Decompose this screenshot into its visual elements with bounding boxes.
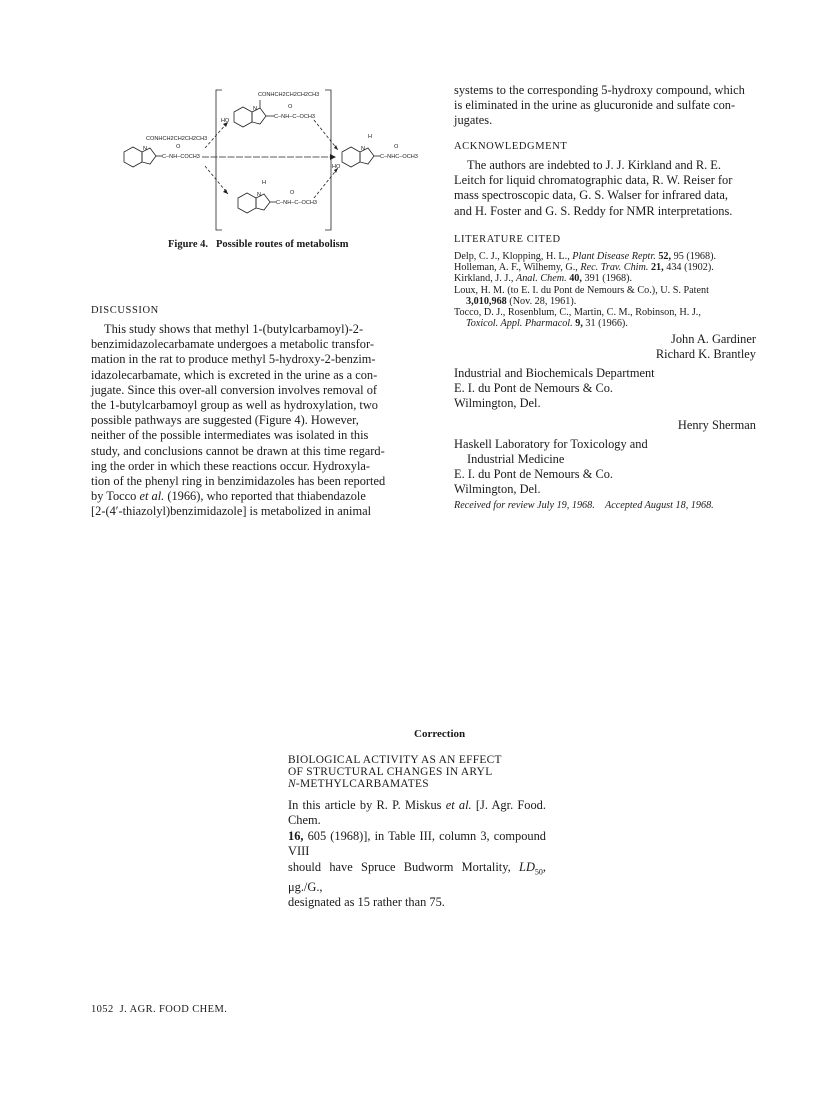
top-substituent-label: CONHCH2CH2CH2CH3: [258, 92, 320, 98]
acknowledgment-line: mass spectroscopic data, G. S. Walser for infrared data,: [454, 188, 729, 203]
left-substituent-label: CONHCH2CH2CH2CH3: [146, 136, 208, 142]
correction-line: 16, 605 (1968)], in Table III, column 3, compound VIII: [288, 828, 546, 859]
discussion-line: study, and conclusions cannot be drawn at this time regard-: [91, 443, 385, 458]
right-chain-label: C–NHC–OCH3: [380, 154, 418, 160]
continued-paragraph: [454, 83, 756, 129]
correction-title-line: N-METHYLCARBAMATES: [288, 778, 429, 790]
reference-item-cont: Toxicol. Appl. Pharmacol. 9, 31 (1966).: [466, 318, 628, 330]
figure-4-diagram: [110, 82, 440, 234]
discussion-line: neither of the possible intermediates was isolated in this: [91, 428, 369, 443]
reference-item: Kirkland, J. J., Anal. Chem. 40, 391 (1968).: [454, 273, 633, 285]
discussion-line: ing the order in which these reactions occur. Hydroxyla-: [91, 458, 371, 473]
correction-heading: Correction: [414, 728, 466, 740]
journal-name: J. AGR. FOOD CHEM.: [119, 1004, 228, 1015]
left-chain-label: C–NH–COCH3: [162, 154, 200, 160]
acknowledgment-body: [454, 158, 756, 219]
author-block-1: [454, 332, 756, 362]
author-name: Henry Sherman: [677, 418, 756, 432]
right-carbonyl-label: O: [394, 144, 399, 150]
affiliation-line: Industrial Medicine: [467, 452, 565, 466]
figure-caption: [168, 239, 348, 250]
correction-title: [288, 754, 502, 790]
page-number: 1052: [91, 1004, 114, 1015]
continued-line: jugates.: [454, 113, 493, 128]
left-carbonyl-label: O: [176, 144, 181, 150]
discussion-line: This study shows that methyl 1-(butylcarbamoyl)-2-: [104, 322, 364, 336]
reference-item-cont: 3,010,968 (Nov. 28, 1961).: [466, 295, 577, 307]
author-name: John A. Gardiner: [671, 332, 756, 346]
right-n-label: N: [361, 146, 366, 152]
bottom-n-label: N: [257, 192, 262, 198]
discussion-line: tion of the phenyl ring in benzimidazoles has been reported: [91, 474, 386, 489]
page-footer: [91, 1004, 227, 1015]
discussion-line: idazolecarbamate, which is excreted in the urine as a con-: [91, 367, 378, 382]
correction-line: designated as 15 rather than 75.: [288, 894, 445, 909]
acknowledgment-line: Leitch for liquid chromatographic data, R. W. Reiser for: [454, 173, 733, 188]
discussion-line: [2-(4′-thiazolyl)benzimidazole] is metabolized in animal: [91, 504, 372, 519]
continued-line: systems to the corresponding 5-hydroxy compound, which: [454, 83, 745, 97]
correction-body: [288, 798, 546, 910]
affiliation-line: Industrial and Biochemicals Department: [454, 366, 655, 380]
reference-item: Delp, C. J., Klopping, H. L., Plant Disease Reptr. 52, 95 (1968).: [454, 251, 717, 262]
top-carbonyl-label: O: [288, 104, 293, 110]
top-n-label: N: [253, 106, 258, 112]
acknowledgment-line: and H. Foster and G. S. Reddy for NMR interpretations.: [454, 203, 733, 218]
reference-item: Loux, H. M. (to E. I. du Pont de Nemours & Co.), U. S. Patent: [454, 284, 709, 296]
affiliation-line: Haskell Laboratory for Toxicology and: [454, 437, 648, 451]
discussion-line: mation in the rat to produce methyl 5-hydroxy-2-benzim-: [91, 352, 376, 367]
correction-line: should have Spruce Budworm Mortality, $LD_{50}$, μg./G.,: [288, 859, 546, 894]
discussion-heading: DISCUSSION: [91, 305, 159, 316]
affiliation-2: [454, 437, 648, 497]
affiliation-1: [454, 366, 655, 411]
acknowledgment-line: The authors are indebted to J. J. Kirkland and R. E.: [467, 158, 721, 172]
figure-caption-text: Possible routes of metabolism: [215, 239, 349, 250]
top-ho-label: HO: [221, 118, 230, 124]
bottom-chain-label: C–NH–C–OCH3: [276, 200, 318, 206]
correction-line: In this article by R. P. Miskus et al. [J. Agr. Food. Chem.: [288, 798, 546, 828]
discussion-line: jugate. Since this over-all conversion involves removal of: [91, 382, 378, 397]
affiliation-line: E. I. du Pont de Nemours & Co.: [454, 381, 614, 395]
correction-title-line: BIOLOGICAL ACTIVITY AS AN EFFECT: [288, 754, 502, 766]
right-h-label: H: [368, 134, 373, 140]
reference-item: Tocco, D. J., Rosenblum, C., Martin, C. M., Robinson, H. J.,: [454, 307, 701, 319]
reference-item: Holleman, A. F., Wilhemy, G., Rec. Trav. Chim. 21, 434 (1902).: [454, 262, 714, 274]
bottom-carbonyl-label: O: [290, 190, 295, 196]
figure-caption-label: Figure 4.: [168, 239, 209, 250]
literature-list: [454, 251, 758, 329]
acknowledgment-heading: ACKNOWLEDGMENT: [454, 141, 568, 152]
continued-line: is eliminated in the urine as glucuronide and sulfate con-: [454, 98, 736, 113]
received-date: Received for review July 19, 1968.: [454, 500, 595, 511]
correction-title-line: OF STRUCTURAL CHANGES IN ARYL: [288, 766, 493, 778]
right-ho-label: HO: [332, 164, 341, 170]
affiliation-line: E. I. du Pont de Nemours & Co.: [454, 467, 614, 481]
author-block-2: [454, 418, 756, 433]
left-n-label: N: [143, 146, 148, 152]
affiliation-line: Wilmington, Del.: [454, 482, 541, 496]
accepted-date: Accepted August 18, 1968.: [604, 500, 714, 511]
discussion-line: benzimidazolecarbamate undergoes a metabolic transfor-: [91, 337, 374, 352]
literature-heading: LITERATURE CITED: [454, 234, 561, 245]
author-name: Richard K. Brantley: [655, 347, 756, 361]
discussion-line: the 1-butylcarbamoyl group as well as hydroxylation, two: [91, 398, 378, 413]
discussion-body: [91, 322, 439, 520]
discussion-line: by Tocco et al. (1966), who reported that thiabendazole: [91, 489, 366, 504]
affiliation-line: Wilmington, Del.: [454, 396, 541, 410]
received-accepted: [454, 500, 714, 511]
bottom-h-label: H: [262, 180, 267, 186]
discussion-line: possible pathways are suggested (Figure 4). However,: [91, 413, 359, 428]
top-chain-label: C–NH–C–OCH3: [274, 114, 316, 120]
